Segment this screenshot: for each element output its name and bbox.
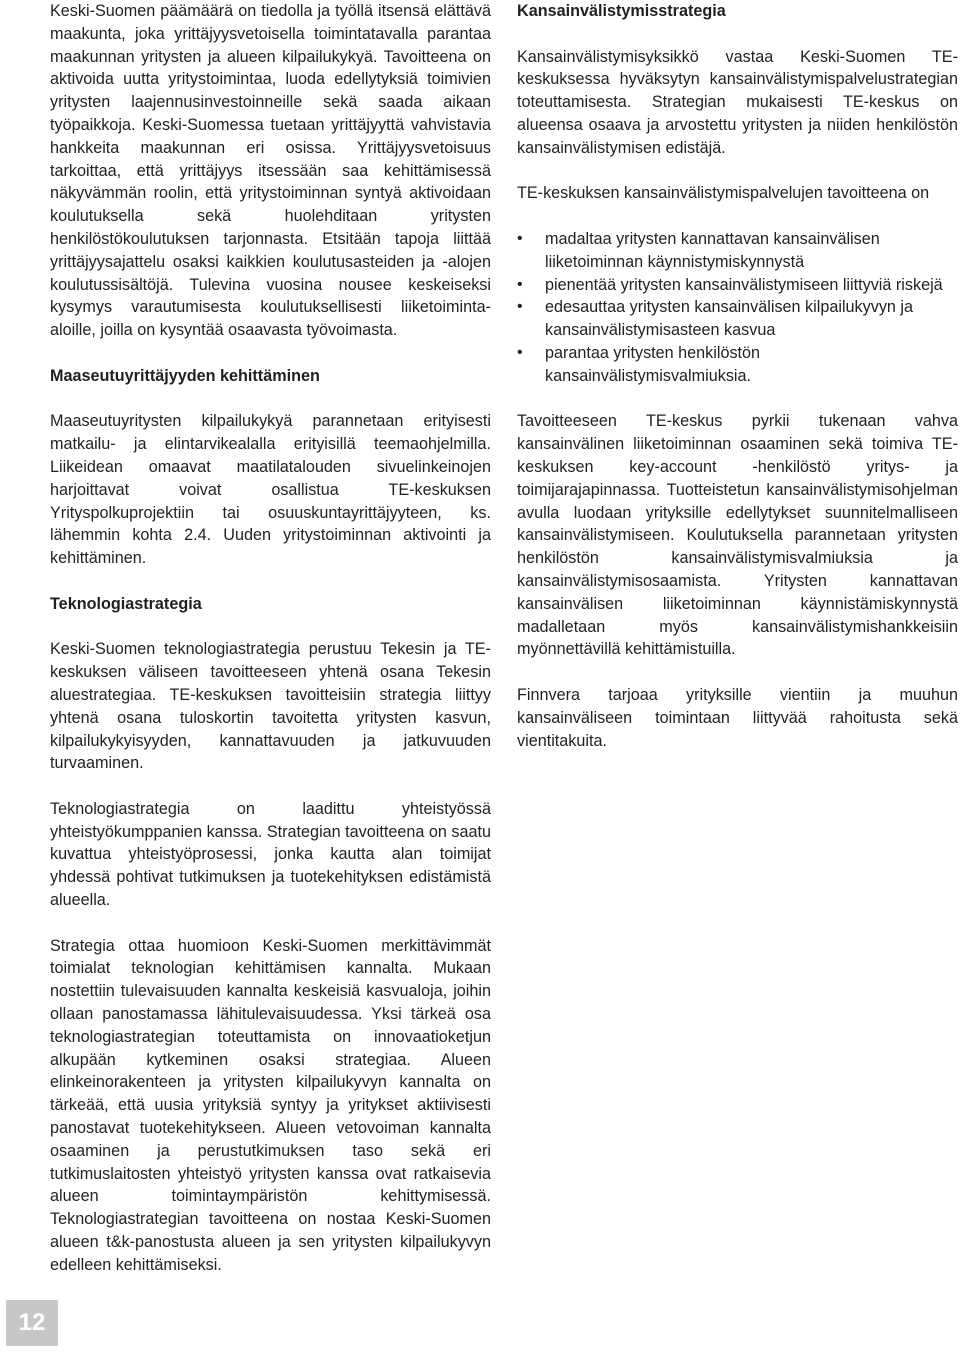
intro-paragraph: Keski-Suomen päämäärä on tiedolla ja työllä itsensä elättävä maakunta, joka yrittäjyysvetoisella toimintatavalla parantaa maakunnan yritysten ja alueen kilpailukykyä. Tavoitteena on aktivoida uutta yritystoimintaa, luoda edellytyksiä toimivien yritysten laajennusinvestoinneille sekä saada aikaan työpaikkoja. Keski-Suomessa tuetaan yrittäjyyttä vahvistavia hankkeita maakunnan eri osissa. Yrittäjyysvetoisuus tarkoittaa, että yrittäjyys itsessään saa kehittämisessä näkyvämmän roolin, että yritystoiminnan syntyä aktivoidaan koulutuksella sekä huolehditaan yritysten henkilöstökoulutuksen tarjonnasta. Etsitään tapoja liittää yrittäjyysajattelu osaksi kaikkien koulutusasteiden ja -alojen koulutussisältöjä. Tulevina vuosina nousee keskeiseksi kysymys varautumisesta koulutuksellisesti liiketoiminta-aloille, joilla on kysyntää osaavasta työvoimasta. [50,2,491,340]
bullet-text: pienentää yritysten kansainvälistymiseen liittyviä riskejä [545,275,943,294]
bullet-text: parantaa yritysten henkilöstön kansainvälistymisvalmiuksia. [545,343,761,385]
right-column [517,0,958,775]
intl-paragraph-1: Kansainvälistymisyksikkö vastaa Keski-Suomen TE-keskuksessa hyväksytyn kansainvälistymispalvelustrategian toteuttamisesta. Strategian mukaisesti TE-keskus on alueensa osaava ja arvostettu yritysten ja niiden henkilöstön kansainvälistymisen edistäjä. [517,47,958,157]
intl-paragraph-2: TE-keskuksen kansainvälistymispalvelujen tavoitteena on [517,184,930,203]
bullet-icon: • [517,298,523,316]
bullet-item [517,296,958,342]
bullet-icon: • [517,343,523,361]
rural-paragraph: Maaseutuyritysten kilpailukykyä parannetaan erityisesti matkailu- ja elintarvikealalla erityisillä teemaohjelmilla. Liikeidean omaavat maatilatalouden sivuelinkeinojen harjoittavat voivat osallistua TE-keskuksen Yrityspolkuprojektiin tai osuuskuntayrittäjyyteen, ks. lähemmin kohta 2.4. Uuden yritystoiminnan aktivointi ja kehittäminen. [50,412,491,568]
intl-paragraph-3: Tavoitteeseen TE-keskus pyrkii tukenaan vahva kansainvälinen liiketoiminnan osaaminen sekä toimiva TE-keskuksen key-account -henkilöstö yritys- ja toimijarajapinnassa. Tuotteistetun kansainvälistymisohjelman avulla luodaan yrityksille edellytykset suunnitelmalliseen kansainvälistymiseen. Koulutuksella parannetaan yritysten henkilöstön kansainvälistymisvalmiuksia ja kansainvälistymisosaamista. Yritysten kannattavan kansainvälisen liiketoiminnan käynnistämiskynnystä madalletaan myös kansainvälistymishankkeisiin myönnettävillä kehittämistuilla. [517,412,958,659]
bullet-text: madaltaa yritysten kannattavan kansainvälisen liiketoiminnan käynnistymiskynnystä [545,229,880,271]
heading-internationalization-strategy: Kansainvälistymisstrategia [517,2,726,20]
intl-paragraph-4: Finnvera tarjoaa yrityksille vientiin ja muuhun kansainväliseen toimintaan liittyvää rahoitusta sekä vientitakuita. [517,685,958,750]
bullet-icon: • [517,229,523,247]
heading-technology-strategy: Teknologiastrategia [50,594,202,613]
page-number-badge: 12 [6,1300,58,1346]
tech-paragraph-2: Teknologiastrategia on laadittu yhteistyössä yhteistyökumppanien kanssa. Strategian tavoitteena on saatu kuvattua yhteistyöprosessi, jonka kautta alan toimijat yhdessä pohtivat tutkimuksen ja tuotekehityksen edistämistä alueella. [50,799,491,910]
tech-paragraph-3: Strategia ottaa huomioon Keski-Suomen merkittävimmät toimialat teknologian kehittämisen kannalta. Mukaan nostettiin tulevaisuuden kannalta keskeisiä kasvualoja, joihin ollaan panostamassa lähitulevaisuudessa. Yksi tärkeä osa teknologiastrategian toteuttamista on innovaatioketjun alkupään kytkeminen osaksi strategiaa. Alueen elinkeinorakenteen ja yritysten kilpailukyvyn kannalta on tärkeää, että uusia yrityksiä syntyy ja yritykset aktiivisesti panostavat tuotekehitykseen. Alueen vetovoiman kannalta osaaminen ja perustutkimuksen taso sekä eri tutkimuslaitosten yhteistyö yritysten kanssa ovat ratkaisevia alueen toimintaympäristön kehittymisessä. Teknologiastrategian tavoitteena on nostaa Keski-Suomen alueen t&k-panostusta alueen ja sen yritysten kilpailukyvyn edelleen kehittämiseksi. [50,936,491,1274]
left-column [50,0,491,1299]
bullet-text: edesauttaa yritysten kansainvälisen kilpailukyvyn ja kansainvälistymisasteen kasvua [545,298,914,340]
bullet-icon: • [517,275,523,293]
tech-paragraph-1: Keski-Suomen teknologiastrategia perustuu Tekesin ja TE-keskuksen väliseen tavoitteeseen yhtenä osana Tekesin aluestrategiaa. TE-keskuksen tavoitteisiin strategia liittyy yhtenä osana tuloskortin tavoitetta yritysten kasvun, kilpailukykyisyyden, kannattavuuden ja jatkuvuuden turvaaminen. [50,640,491,773]
bullet-item [517,228,958,274]
heading-rural-entrepreneurship: Maaseutuyrittäjyyden kehittäminen [50,366,320,385]
bullet-item [517,274,958,297]
bullet-item [517,342,958,388]
goals-bullet-list [517,228,958,388]
